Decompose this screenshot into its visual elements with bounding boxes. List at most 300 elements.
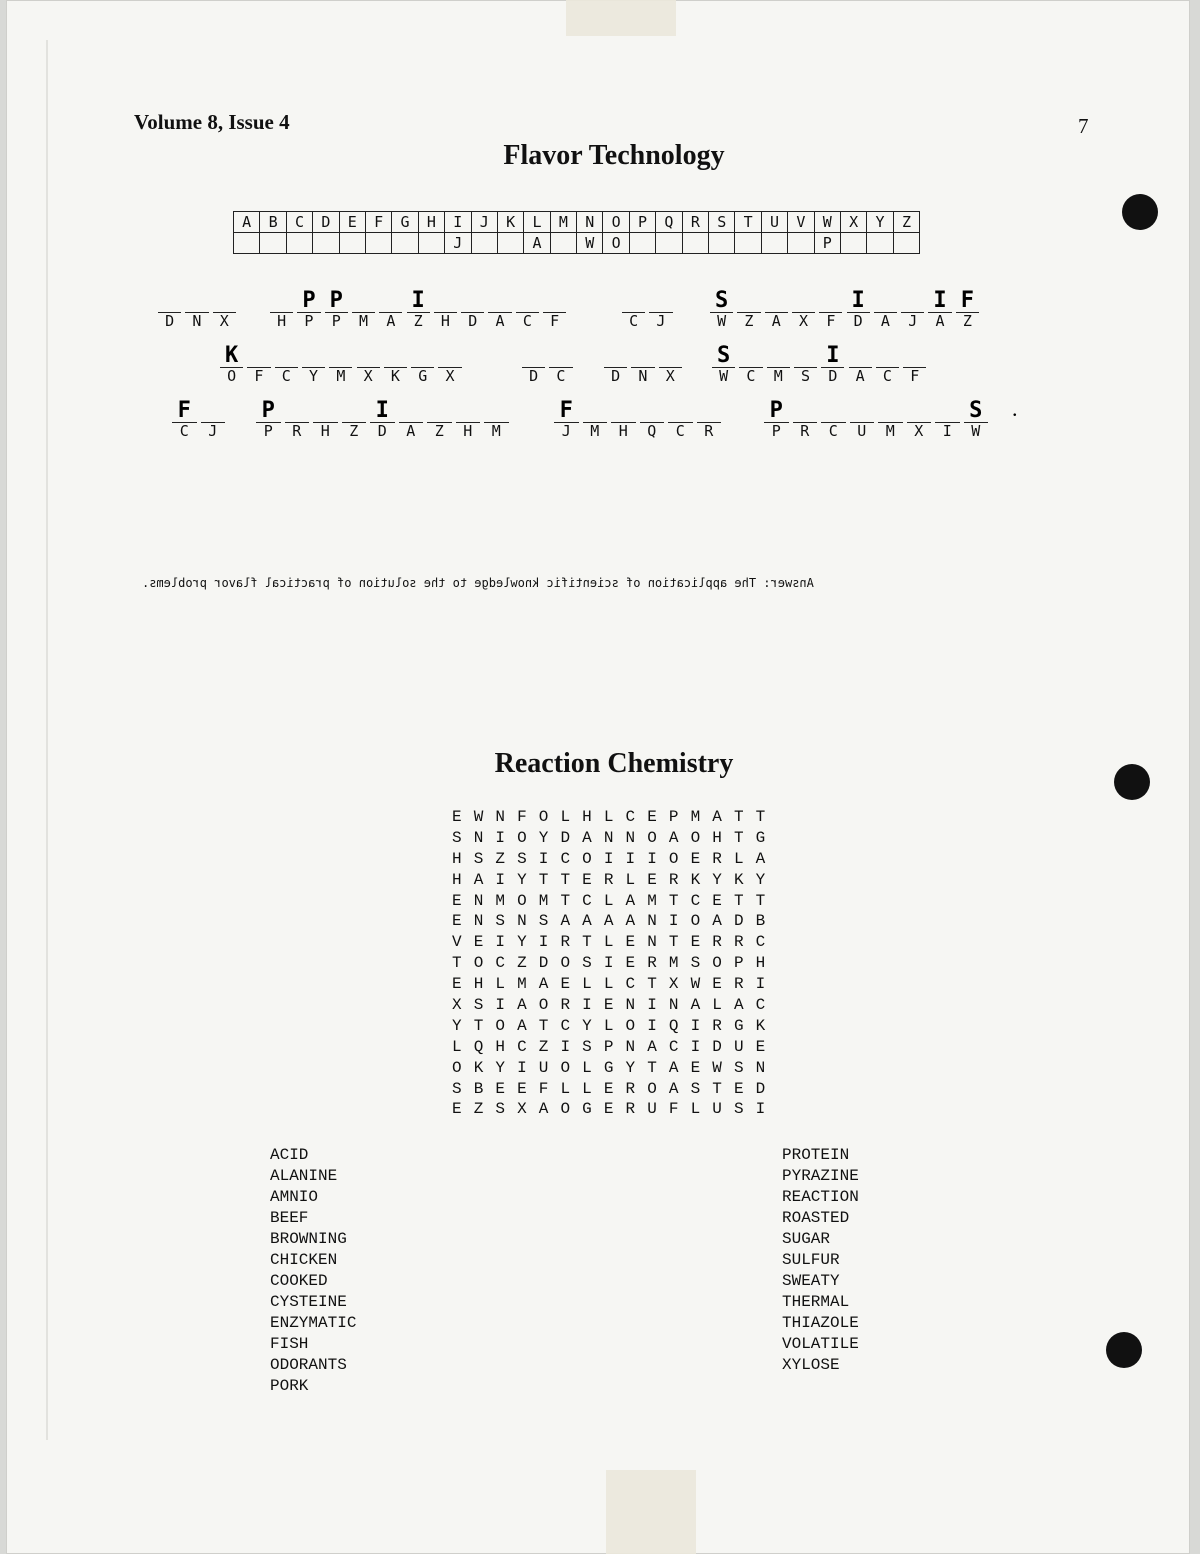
grid-letter[interactable]: E (603, 1079, 614, 1098)
cipher-answer-blank[interactable]: P (325, 290, 348, 313)
grid-letter[interactable]: A (625, 891, 636, 910)
grid-letter[interactable]: H (755, 954, 766, 973)
grid-letter[interactable]: A (690, 996, 701, 1015)
cipher-answer-blank[interactable] (379, 290, 402, 313)
grid-letter[interactable]: D (712, 1037, 722, 1056)
grid-letter[interactable]: T (647, 1058, 657, 1077)
cipher-answer-blank[interactable] (649, 290, 672, 313)
grid-letter[interactable]: D (538, 954, 549, 973)
grid-letter[interactable]: E (690, 933, 701, 952)
grid-letter[interactable]: S (582, 954, 592, 973)
cipher-answer-blank[interactable] (461, 290, 484, 313)
grid-letter[interactable]: O (473, 954, 484, 973)
grid-letter[interactable]: T (712, 1079, 722, 1098)
grid-letter[interactable]: R (733, 933, 744, 952)
cipher-answer-blank[interactable]: I (821, 345, 844, 368)
grid-letter[interactable]: N (495, 808, 505, 826)
grid-letter[interactable]: A (560, 912, 571, 931)
cipher-answer-blank[interactable] (427, 400, 452, 423)
grid-letter[interactable]: L (603, 933, 614, 952)
cipher-answer-blank[interactable] (739, 345, 762, 368)
grid-letter[interactable]: Z (517, 954, 527, 973)
grid-letter[interactable]: T (538, 1016, 549, 1035)
grid-letter[interactable]: H (712, 828, 722, 847)
grid-letter[interactable]: W (473, 808, 484, 826)
grid-letter[interactable]: E (647, 870, 657, 889)
grid-letter[interactable]: C (560, 1016, 571, 1035)
grid-letter[interactable]: U (538, 1058, 549, 1077)
grid-letter[interactable]: Y (452, 1016, 462, 1035)
grid-letter[interactable]: C (625, 808, 636, 826)
grid-letter[interactable]: H (452, 849, 462, 868)
grid-letter[interactable]: I (517, 1058, 527, 1077)
grid-letter[interactable]: Y (582, 1016, 592, 1035)
grid-letter[interactable]: L (690, 1100, 701, 1119)
grid-letter[interactable]: T (733, 828, 744, 847)
cipher-answer-blank[interactable] (737, 290, 760, 313)
grid-letter[interactable]: Z (473, 1100, 484, 1119)
grid-letter[interactable]: E (647, 808, 657, 826)
grid-letter[interactable]: O (495, 1016, 505, 1035)
grid-letter[interactable]: I (495, 996, 505, 1015)
grid-letter[interactable]: S (733, 1100, 744, 1119)
cipher-answer-blank[interactable] (659, 345, 682, 368)
grid-letter[interactable]: T (647, 975, 657, 994)
grid-letter[interactable]: D (560, 828, 571, 847)
grid-letter[interactable]: F (538, 1079, 549, 1098)
grid-letter[interactable]: I (603, 954, 614, 973)
grid-letter[interactable]: N (647, 912, 657, 931)
grid-letter[interactable]: T (733, 808, 744, 826)
grid-letter[interactable]: A (712, 808, 722, 826)
grid-letter[interactable]: I (647, 1016, 657, 1035)
grid-letter[interactable]: Z (538, 1037, 549, 1056)
grid-letter[interactable]: R (603, 870, 614, 889)
grid-letter[interactable]: T (582, 933, 592, 952)
grid-letter[interactable]: P (733, 954, 744, 973)
grid-letter[interactable]: U (647, 1100, 657, 1119)
cipher-answer-blank[interactable] (488, 290, 511, 313)
grid-letter[interactable]: L (560, 808, 571, 826)
grid-letter[interactable]: I (538, 849, 549, 868)
grid-letter[interactable]: I (560, 1037, 571, 1056)
grid-letter[interactable]: I (690, 1016, 701, 1035)
grid-letter[interactable]: O (668, 849, 679, 868)
grid-letter[interactable]: X (668, 975, 679, 994)
grid-letter[interactable]: T (538, 870, 549, 889)
grid-letter[interactable]: Y (712, 870, 722, 889)
grid-letter[interactable]: R (625, 1100, 636, 1119)
grid-letter[interactable]: U (712, 1100, 722, 1119)
cipher-answer-blank[interactable] (878, 400, 903, 423)
grid-letter[interactable]: S (690, 1079, 701, 1098)
grid-letter[interactable]: Y (495, 1058, 505, 1077)
grid-letter[interactable]: N (473, 891, 484, 910)
grid-letter[interactable]: Y (755, 870, 766, 889)
grid-letter[interactable]: X (452, 996, 462, 1015)
cipher-answer-blank[interactable]: I (370, 400, 395, 423)
cipher-answer-blank[interactable]: I (847, 290, 870, 313)
cipher-answer-blank[interactable] (342, 400, 367, 423)
grid-letter[interactable]: D (755, 1079, 766, 1098)
grid-letter[interactable]: I (582, 996, 592, 1015)
grid-letter[interactable]: S (452, 1079, 462, 1098)
cipher-answer-blank[interactable]: P (297, 290, 320, 313)
grid-letter[interactable]: Z (495, 849, 505, 868)
cipher-answer-blank[interactable] (352, 290, 375, 313)
grid-letter[interactable]: R (647, 954, 657, 973)
grid-letter[interactable]: C (755, 996, 766, 1015)
cipher-answer-blank[interactable] (765, 290, 788, 313)
grid-letter[interactable]: N (603, 828, 614, 847)
grid-letter[interactable]: P (603, 1037, 614, 1056)
grid-letter[interactable]: L (712, 996, 722, 1015)
grid-letter[interactable]: E (625, 933, 636, 952)
grid-letter[interactable]: G (603, 1058, 614, 1077)
grid-letter[interactable]: L (603, 808, 614, 826)
grid-letter[interactable]: Y (517, 870, 527, 889)
grid-letter[interactable]: C (668, 1037, 679, 1056)
cipher-answer-blank[interactable] (456, 400, 481, 423)
cipher-answer-blank[interactable]: S (712, 345, 735, 368)
grid-letter[interactable]: K (755, 1016, 766, 1035)
grid-letter[interactable]: A (517, 996, 527, 1015)
grid-letter[interactable]: O (647, 1079, 657, 1098)
cipher-answer-blank[interactable] (767, 345, 790, 368)
grid-letter[interactable]: I (603, 849, 614, 868)
grid-letter[interactable]: S (517, 849, 527, 868)
grid-letter[interactable]: E (733, 1079, 744, 1098)
grid-letter[interactable]: E (582, 870, 592, 889)
cipher-answer-blank[interactable] (819, 290, 842, 313)
grid-letter[interactable]: T (668, 891, 679, 910)
grid-letter[interactable]: A (538, 1100, 549, 1119)
grid-letter[interactable]: O (560, 1100, 571, 1119)
cipher-answer-blank[interactable]: S (964, 400, 989, 423)
cipher-answer-blank[interactable] (611, 400, 636, 423)
grid-letter[interactable]: A (668, 828, 679, 847)
grid-letter[interactable]: E (560, 975, 571, 994)
grid-letter[interactable]: C (625, 975, 636, 994)
grid-letter[interactable]: M (690, 808, 701, 826)
grid-letter[interactable]: T (755, 891, 766, 910)
cipher-answer-blank[interactable]: I (928, 290, 951, 313)
grid-letter[interactable]: N (625, 996, 636, 1015)
grid-letter[interactable]: R (712, 849, 722, 868)
cipher-answer-blank[interactable] (158, 290, 181, 313)
cipher-answer-blank[interactable] (543, 290, 566, 313)
grid-letter[interactable]: D (733, 912, 744, 931)
grid-letter[interactable]: T (452, 954, 462, 973)
grid-letter[interactable]: E (625, 954, 636, 973)
grid-letter[interactable]: W (690, 975, 701, 994)
grid-letter[interactable]: C (690, 891, 701, 910)
cipher-answer-blank[interactable] (247, 345, 270, 368)
grid-letter[interactable]: E (690, 1058, 701, 1077)
cipher-answer-blank[interactable] (903, 345, 926, 368)
cipher-answer-blank[interactable]: F (554, 400, 579, 423)
grid-letter[interactable]: O (517, 891, 527, 910)
cipher-answer-blank[interactable]: P (256, 400, 281, 423)
grid-letter[interactable]: I (495, 933, 505, 952)
grid-letter[interactable]: N (473, 828, 484, 847)
cipher-answer-blank[interactable] (185, 290, 208, 313)
grid-letter[interactable]: E (452, 975, 462, 994)
grid-letter[interactable]: T (668, 933, 679, 952)
grid-letter[interactable]: L (495, 975, 505, 994)
grid-letter[interactable]: Y (517, 933, 527, 952)
grid-letter[interactable]: T (560, 891, 571, 910)
cipher-answer-blank[interactable] (821, 400, 846, 423)
grid-letter[interactable]: E (755, 1037, 766, 1056)
cipher-answer-blank[interactable] (357, 345, 380, 368)
grid-letter[interactable]: R (733, 975, 744, 994)
grid-letter[interactable]: A (517, 1016, 527, 1035)
grid-letter[interactable]: N (647, 933, 657, 952)
grid-letter[interactable]: A (647, 1037, 657, 1056)
grid-letter[interactable]: H (452, 870, 462, 889)
grid-letter[interactable]: X (517, 1100, 527, 1119)
grid-letter[interactable]: I (495, 828, 505, 847)
grid-letter[interactable]: P (668, 808, 679, 826)
grid-letter[interactable]: B (755, 912, 766, 931)
grid-letter[interactable]: L (625, 870, 636, 889)
grid-letter[interactable]: K (690, 870, 701, 889)
grid-letter[interactable]: T (473, 1016, 484, 1035)
grid-letter[interactable]: T (733, 891, 744, 910)
grid-letter[interactable]: A (473, 870, 484, 889)
grid-letter[interactable]: B (473, 1079, 484, 1098)
grid-letter[interactable]: L (603, 1016, 614, 1035)
grid-letter[interactable]: A (712, 912, 722, 931)
cipher-answer-blank[interactable] (792, 290, 815, 313)
grid-letter[interactable]: K (473, 1058, 484, 1077)
cipher-answer-blank[interactable] (907, 400, 932, 423)
cipher-answer-blank[interactable] (399, 400, 424, 423)
cipher-answer-blank[interactable] (484, 400, 509, 423)
grid-letter[interactable]: N (625, 1037, 636, 1056)
grid-letter[interactable]: S (452, 828, 462, 847)
grid-letter[interactable]: R (712, 1016, 722, 1035)
cipher-answer-blank[interactable] (697, 400, 722, 423)
cipher-answer-blank[interactable]: I (407, 290, 430, 313)
cipher-answer-blank[interactable] (302, 345, 325, 368)
grid-letter[interactable]: Y (538, 828, 549, 847)
grid-letter[interactable]: E (603, 996, 614, 1015)
grid-letter[interactable]: E (690, 849, 701, 868)
cipher-answer-blank[interactable] (522, 345, 545, 368)
grid-letter[interactable]: S (473, 849, 484, 868)
grid-letter[interactable]: S (733, 1058, 744, 1077)
grid-letter[interactable]: H (473, 975, 484, 994)
grid-letter[interactable]: R (560, 933, 571, 952)
grid-letter[interactable]: R (668, 870, 679, 889)
grid-letter[interactable]: O (690, 828, 701, 847)
grid-letter[interactable]: O (712, 954, 722, 973)
grid-letter[interactable]: L (452, 1037, 462, 1056)
cipher-answer-blank[interactable] (384, 345, 407, 368)
cipher-answer-blank[interactable] (438, 345, 461, 368)
cipher-answer-blank[interactable] (849, 345, 872, 368)
grid-letter[interactable]: U (733, 1037, 744, 1056)
grid-letter[interactable]: A (582, 828, 592, 847)
grid-letter[interactable]: L (560, 1079, 571, 1098)
cipher-answer-blank[interactable] (604, 345, 627, 368)
grid-letter[interactable]: I (755, 975, 766, 994)
cipher-answer-blank[interactable] (201, 400, 226, 423)
grid-letter[interactable]: V (452, 933, 462, 952)
grid-letter[interactable]: A (582, 912, 592, 931)
cipher-answer-blank[interactable] (794, 345, 817, 368)
cipher-answer-blank[interactable]: F (172, 400, 197, 423)
grid-letter[interactable]: O (560, 954, 571, 973)
grid-letter[interactable]: A (625, 912, 636, 931)
grid-letter[interactable]: E (712, 975, 722, 994)
grid-letter[interactable]: L (733, 849, 744, 868)
cipher-answer-blank[interactable]: P (764, 400, 789, 423)
grid-letter[interactable]: Q (668, 1016, 679, 1035)
grid-letter[interactable]: I (625, 849, 636, 868)
grid-row (452, 1038, 777, 1059)
grid-letter[interactable]: E (495, 1079, 505, 1098)
grid-letter[interactable]: A (668, 1058, 679, 1077)
grid-letter[interactable]: O (538, 996, 549, 1015)
cipher-answer-blank[interactable] (275, 345, 298, 368)
cipher-answer-blank[interactable] (901, 290, 924, 313)
grid-letter[interactable]: T (755, 808, 766, 826)
cipher-answer-blank[interactable] (329, 345, 352, 368)
grid-letter[interactable]: N (755, 1058, 766, 1077)
grid-letter[interactable]: E (473, 933, 484, 952)
cipher-answer-blank[interactable] (668, 400, 693, 423)
cipher-answer-blank[interactable] (876, 345, 899, 368)
cipher-answer-blank[interactable] (793, 400, 818, 423)
grid-letter[interactable]: E (452, 891, 462, 910)
grid-letter[interactable]: S (582, 1037, 592, 1056)
grid-letter[interactable]: A (603, 912, 614, 931)
grid-letter[interactable]: O (582, 849, 592, 868)
cipher-answer-blank[interactable] (935, 400, 960, 423)
grid-letter[interactable]: G (755, 828, 766, 847)
grid-letter[interactable]: K (733, 870, 744, 889)
grid-letter[interactable]: C (582, 891, 592, 910)
grid-letter[interactable]: W (712, 1058, 722, 1077)
grid-letter[interactable]: L (603, 975, 614, 994)
cipher-answer-blank[interactable] (549, 345, 572, 368)
grid-letter[interactable]: G (582, 1100, 592, 1119)
cipher-answer-blank[interactable] (516, 290, 539, 313)
cipher-answer-blank[interactable]: F (956, 290, 979, 313)
grid-letter[interactable]: I (755, 1100, 766, 1119)
grid-letter[interactable]: I (495, 870, 505, 889)
grid-letter[interactable]: Q (473, 1037, 484, 1056)
grid-letter[interactable]: R (712, 933, 722, 952)
grid-letter[interactable]: Y (625, 1058, 636, 1077)
grid-letter[interactable]: C (517, 1037, 527, 1056)
grid-letter[interactable]: F (668, 1100, 679, 1119)
grid-letter[interactable]: O (452, 1058, 462, 1077)
grid-letter[interactable]: A (733, 996, 744, 1015)
cipher-answer-blank[interactable] (631, 345, 654, 368)
cipher-answer-blank[interactable]: K (220, 345, 243, 368)
grid-letter[interactable]: O (517, 828, 527, 847)
grid-letter[interactable]: A (538, 975, 549, 994)
grid-letter[interactable]: E (452, 808, 462, 826)
cipher-answer-blank[interactable] (285, 400, 310, 423)
grid-letter[interactable]: O (690, 912, 701, 931)
grid-letter[interactable]: S (495, 1100, 505, 1119)
grid-letter[interactable]: N (625, 828, 636, 847)
grid-letter[interactable]: I (668, 912, 679, 931)
grid-letter[interactable]: I (690, 1037, 701, 1056)
grid-letter[interactable]: O (560, 1058, 571, 1077)
cipher-answer-blank[interactable] (850, 400, 875, 423)
grid-letter[interactable]: N (517, 912, 527, 931)
grid-letter[interactable]: G (733, 1016, 744, 1035)
grid-letter[interactable]: E (452, 1100, 462, 1119)
grid-letter[interactable]: L (603, 891, 614, 910)
cipher-answer-blank[interactable] (411, 345, 434, 368)
grid-letter[interactable]: A (668, 1079, 679, 1098)
grid-letter[interactable]: S (473, 996, 484, 1015)
grid-letter[interactable]: E (603, 1100, 614, 1119)
grid-letter[interactable]: C (495, 954, 505, 973)
grid-letter[interactable]: L (582, 1058, 592, 1077)
grid-letter[interactable]: O (625, 1016, 636, 1035)
grid-letter[interactable]: C (755, 933, 766, 952)
grid-letter[interactable]: I (647, 849, 657, 868)
grid-letter[interactable]: F (517, 808, 527, 826)
cipher-answer-blank[interactable] (640, 400, 665, 423)
grid-letter[interactable]: S (690, 954, 701, 973)
grid-letter[interactable]: N (473, 912, 484, 931)
grid-letter[interactable]: E (452, 912, 462, 931)
grid-letter[interactable]: O (647, 828, 657, 847)
grid-letter[interactable]: M (538, 891, 549, 910)
cipher-answer-blank[interactable] (583, 400, 608, 423)
cipher-answer-blank[interactable] (622, 290, 645, 313)
grid-letter[interactable]: M (668, 954, 679, 973)
grid-letter[interactable]: R (560, 996, 571, 1015)
sentence-period: . (1012, 396, 1018, 421)
grid-letter[interactable]: M (517, 975, 527, 994)
grid-letter[interactable]: S (538, 912, 549, 931)
grid-letter[interactable]: N (668, 996, 679, 1015)
grid-letter[interactable]: H (582, 808, 592, 826)
cipher-answer-blank[interactable] (434, 290, 457, 313)
cipher-answer-blank[interactable] (874, 290, 897, 313)
grid-letter[interactable]: I (538, 933, 549, 952)
grid-letter[interactable]: L (582, 1079, 592, 1098)
grid-letter[interactable]: O (538, 808, 549, 826)
grid-letter[interactable]: A (755, 849, 766, 868)
cipher-answer-blank[interactable] (270, 290, 293, 313)
cipher-answer-blank[interactable]: S (710, 290, 733, 313)
grid-letter[interactable]: I (647, 996, 657, 1015)
grid-letter[interactable]: L (582, 975, 592, 994)
grid-letter[interactable]: E (517, 1079, 527, 1098)
grid-letter[interactable]: R (625, 1079, 636, 1098)
cipher-answer-blank[interactable] (213, 290, 236, 313)
grid-letter[interactable]: H (495, 1037, 505, 1056)
grid-letter[interactable]: M (495, 891, 505, 910)
cipher-answer-blank[interactable] (313, 400, 338, 423)
grid-letter[interactable]: S (495, 912, 505, 931)
grid-letter[interactable]: T (560, 870, 571, 889)
grid-letter[interactable]: C (560, 849, 571, 868)
grid-letter[interactable]: E (712, 891, 722, 910)
grid-letter[interactable]: M (647, 891, 657, 910)
